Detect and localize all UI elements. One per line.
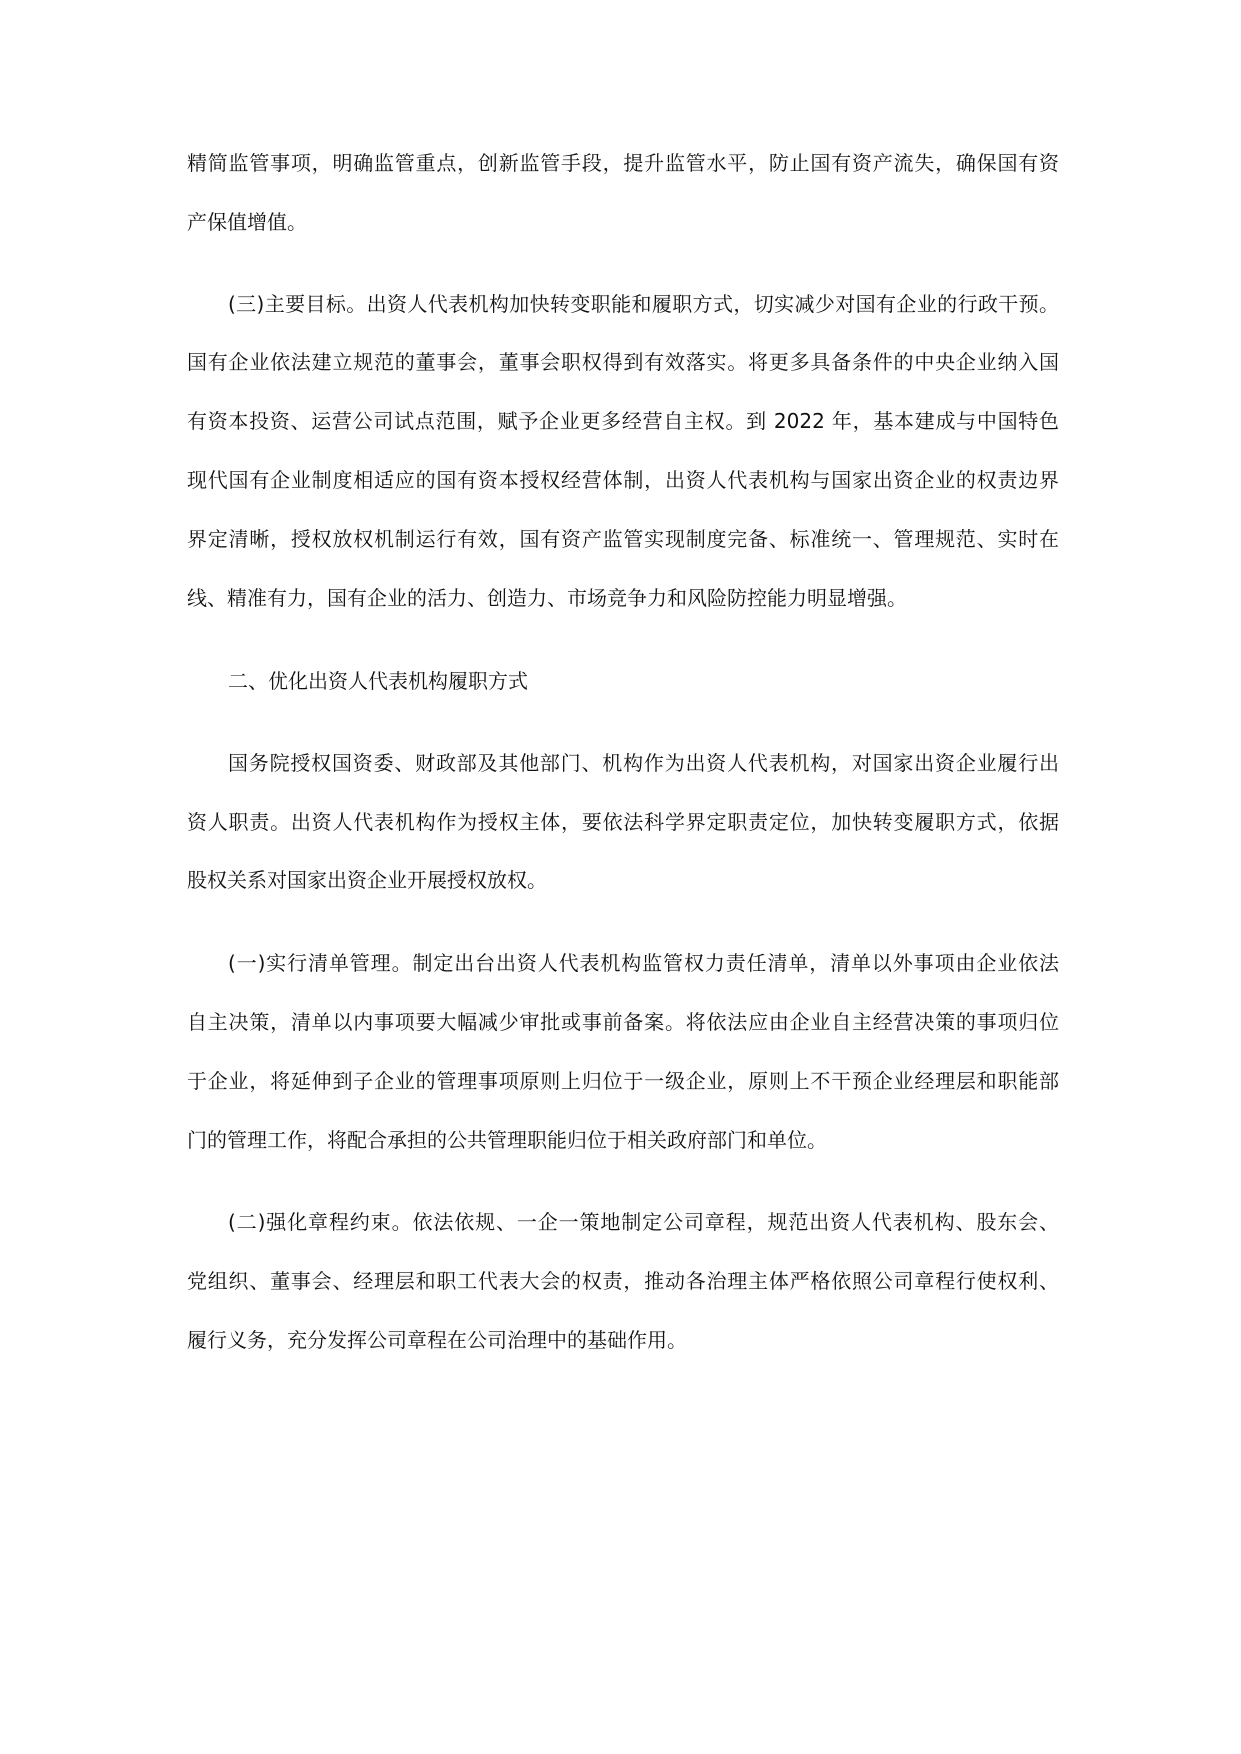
text-line: 精简监管事项，明确监管重点，创新监管手段，提升监管水平，防止国有资产流失，确保国有资	[187, 151, 1059, 175]
text-line: 界定清晰，授权放权机制运行有效，国有资产监管实现制度完备、标准统一、管理规范、实时在	[187, 527, 1059, 551]
text-line: 国务院授权国资委、财政部及其他部门、机构作为出资人代表机构，对国家出资企业履行出	[228, 751, 1059, 775]
text-line: 自主决策，清单以内事项要大幅减少审批或事前备案。将依法应由企业自主经营决策的事项归位	[187, 1010, 1059, 1034]
text-line: (三)主要目标。出资人代表机构加快转变职能和履职方式，切实减少对国有企业的行政干预。	[228, 292, 1059, 316]
text-line: 履行义务，充分发挥公司章程在公司治理中的基础作用。	[187, 1328, 687, 1352]
text-line: (一)实行清单管理。制定出台出资人代表机构监管权力责任清单，清单以外事项由企业依法	[228, 951, 1059, 975]
text-line: 于企业，将延伸到子企业的管理事项原则上归位于一级企业，原则上不干预企业经理层和职能部	[187, 1069, 1059, 1093]
text-line: 门的管理工作，将配合承担的公共管理职能归位于相关政府部门和单位。	[187, 1128, 827, 1152]
text-line: 产保值增值。	[187, 210, 307, 234]
text-line: 股权关系对国家出资企业开展授权放权。	[187, 868, 547, 892]
heading-text: 二、优化出资人代表机构履职方式	[228, 669, 528, 693]
text-line: 党组织、董事会、经理层和职工代表大会的权责，推动各治理主体严格依照公司章程行使权利、	[187, 1269, 1059, 1293]
text-line: 现代国有企业制度相适应的国有资本授权经营体制，出资人代表机构与国家出资企业的权责边界	[187, 468, 1059, 492]
text-line: 资人职责。出资人代表机构作为授权主体，要依法科学界定职责定位，加快转变履职方式，依据	[187, 810, 1059, 834]
text-line: (二)强化章程约束。依法依规、一企一策地制定公司章程，规范出资人代表机构、股东会、	[228, 1210, 1059, 1234]
text-line: 国有企业依法建立规范的董事会，董事会职权得到有效落实。将更多具备条件的中央企业纳入国	[187, 350, 1059, 374]
text-line: 有资本投资、运营公司试点范围，赋予企业更多经营自主权。到 2022 年，基本建成与中国特色	[187, 409, 1059, 433]
text-line: 线、精准有力，国有企业的活力、创造力、市场竞争力和风险防控能力明显增强。	[187, 586, 907, 610]
